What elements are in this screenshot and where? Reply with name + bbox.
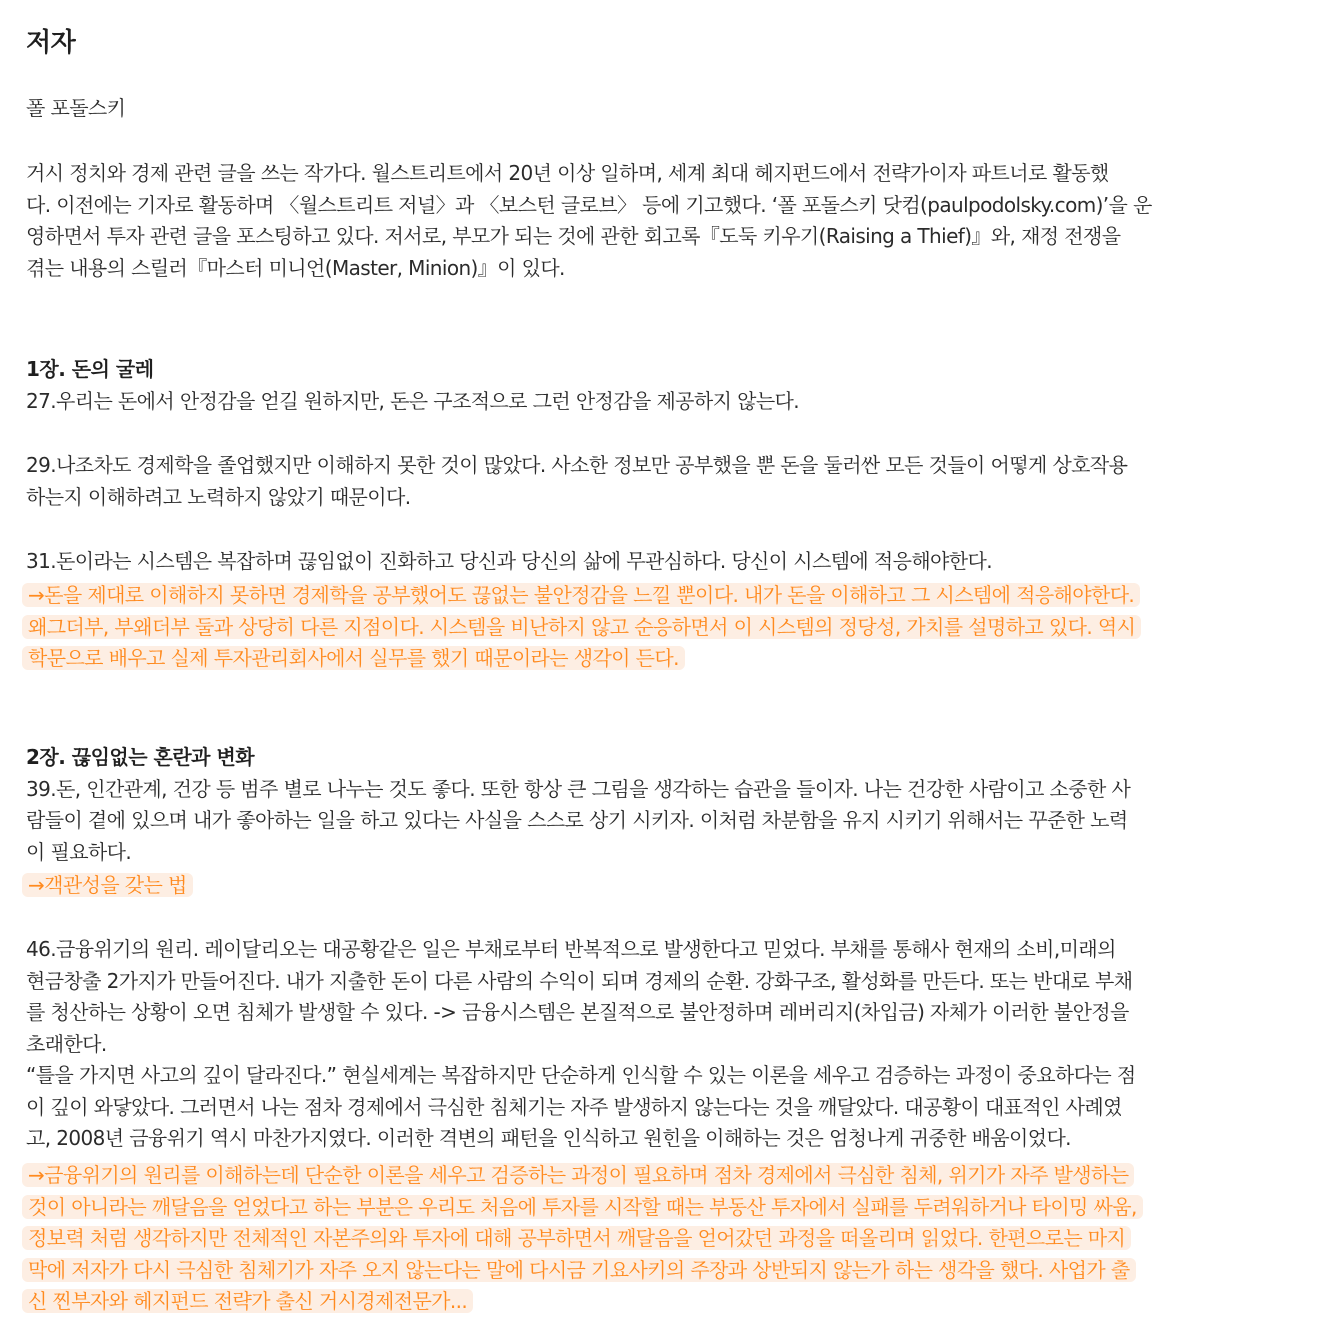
text-line: 27.우리는 돈에서 안정감을 얻길 원하지만, 돈은 구조적으로 그런 안정감을 제공하지 않는다.	[26, 388, 800, 413]
text-line: 영하면서 투자 관련 글을 포스팅하고 있다. 저서로, 부모가 되는 것에 관한 회고록『도둑 키우기(Raising a Thief)』와, 재정 전쟁을	[26, 224, 1121, 248]
text-line: “틀을 가지면 사고의 깊이 달라진다.” 현실세계는 복잡하지만 단순하게 인식할 수 있는 이론을 세우고 검증하는 과정이 중요하다는 점	[26, 1063, 1136, 1087]
text-line: 29.나조차도 경제학을 졸업했지만 이해하지 못한 것이 많았다. 사소한 정보만 공부했을 뿐 돈을 둘러싼 모든 것들이 어떻게 상호작용	[26, 453, 1128, 477]
paragraph-31	[26, 546, 1296, 578]
text-line: 를 청산하는 상황이 오면 침체가 발생할 수 있다. -> 금융시스템은 본질적으로 불안정하며 레버리지(차입금) 자체가 이러한 불안정을	[26, 1000, 1129, 1024]
chapter-2-heading: 2장. 끊임없는 혼란과 변화	[26, 745, 255, 769]
text-line: 이 깊이 와닿았다. 그러면서 나는 점차 경제에서 극심한 침체기는 자주 발생하지 않는다는 것을 깨달았다. 대공황이 대표적인 사례였	[26, 1094, 1122, 1119]
page-title: 저자	[26, 28, 76, 58]
text-line: 46.금융위기의 원리. 레이달리오는 대공황같은 일은 부채로부터 반복적으로 발생한다고 믿었다. 부채를 통해사 현재의 소비,미래의	[26, 937, 1116, 961]
paragraph-46	[26, 934, 1296, 1155]
text-line: 고, 2008년 금융위기 역시 마찬가지였다. 이러한 격변의 패턴을 인식하고 원힌을 이해하는 것은 엄청나게 귀중한 배움이었다.	[26, 1126, 1071, 1150]
text-line: 초래한다.	[26, 1031, 107, 1056]
highlight-line: 정보력 처럼 생각하지만 전체적인 자본주의와 투자에 대해 공부하면서 깨달음을 얻어갔던 과정을 떠올리며 읽었다. 한편으로는 마지	[26, 1223, 1296, 1255]
highlight-line: 막에 저자가 다시 극심한 침체기가 자주 오지 않는다는 말에 다시금 기요사키의 주장과 상반되지 않는가 하는 생각을 했다. 사업가 출	[26, 1255, 1296, 1287]
author-bio	[26, 158, 1296, 284]
highlight-line: 신 찐부자와 헤지펀드 전략가 출신 거시경제전문가...	[26, 1286, 1296, 1318]
author-name	[26, 93, 1296, 125]
text-line: 폴 포돌스키	[26, 96, 126, 120]
chapter-1-heading: 1장. 돈의 굴레	[26, 357, 154, 381]
highlight-line: →돈을 제대로 이해하지 못하면 경제학을 공부했어도 끊없는 불안정감을 느낄 뿐이다. 내가 돈을 이해하고 그 시스템에 적응해야한다.	[26, 580, 1296, 612]
paragraph-29	[26, 450, 1296, 513]
text-line: 39.돈, 인간관계, 건강 등 범주 별로 나누는 것도 좋다. 또한 항상 큰 그림을 생각하는 습관을 들이자. 나는 건강한 사람이고 소중한 사	[26, 776, 1131, 801]
highlight-note-46	[26, 1160, 1296, 1318]
highlight-line: →금융위기의 원리를 이해하는데 단순한 이론을 세우고 검증하는 과정이 필요하며 점차 경제에서 극심한 침체, 위기가 자주 발생하는	[26, 1160, 1296, 1192]
text-line: 하는지 이해하려고 노력하지 않았기 때문이다.	[26, 484, 411, 509]
text-line: 현금창출 2가지가 만들어진다. 내가 지출한 돈이 다른 사람의 수익이 되며 경제의 순환. 강화구조, 활성화를 만든다. 또는 반대로 부채	[26, 968, 1133, 993]
chapter-1-section	[26, 354, 1296, 417]
highlight-note-39	[26, 870, 1296, 902]
text-line: 이 필요하다.	[26, 839, 132, 864]
highlight-line: 학문으로 배우고 실제 투자관리회사에서 실무를 했기 때문이라는 생각이 든다.	[26, 643, 1296, 675]
highlight-line: 것이 아니라는 깨달음을 얻었다고 하는 부분은 우리도 처음에 투자를 시작할 때는 부동산 투자에서 실패를 두려워하거나 타이밍 싸움,	[26, 1192, 1296, 1224]
highlight-note-31	[26, 580, 1296, 675]
text-line: 거시 정치와 경제 관련 글을 쓰는 작가다. 월스트리트에서 20년 이상 일하며, 세계 최대 헤지펀드에서 전략가이자 파트너로 활동했	[26, 161, 1109, 185]
chapter-2-section	[26, 742, 1296, 868]
text-line: 겪는 내용의 스릴러『마스터 미니언(Master, Minion)』이 있다.	[26, 255, 565, 280]
text-line: 람들이 곁에 있으며 내가 좋아하는 일을 하고 있다는 사실을 스스로 상기 시키자. 이처럼 차분함을 유지 시키기 위해서는 꾸준한 노력	[26, 808, 1128, 832]
highlight-line: →객관성을 갖는 법	[26, 870, 1296, 902]
highlight-line: 왜그더부, 부왜더부 둘과 상당히 다른 지점이다. 시스템을 비난하지 않고 순응하면서 이 시스템의 정당성, 가치를 설명하고 있다. 역시	[26, 612, 1296, 644]
text-line: 다. 이전에는 기자로 활동하며 〈월스트리트 저널〉과 〈보스턴 글로브〉 등에 기고했다. ‘폴 포돌스키 닷컴(paulpodolsky.com)’을 운	[26, 192, 1152, 217]
text-line: 31.돈이라는 시스템은 복잡하며 끊임없이 진화하고 당신과 당신의 삶에 무관심하다. 당신이 시스템에 적응해야한다.	[26, 549, 992, 573]
